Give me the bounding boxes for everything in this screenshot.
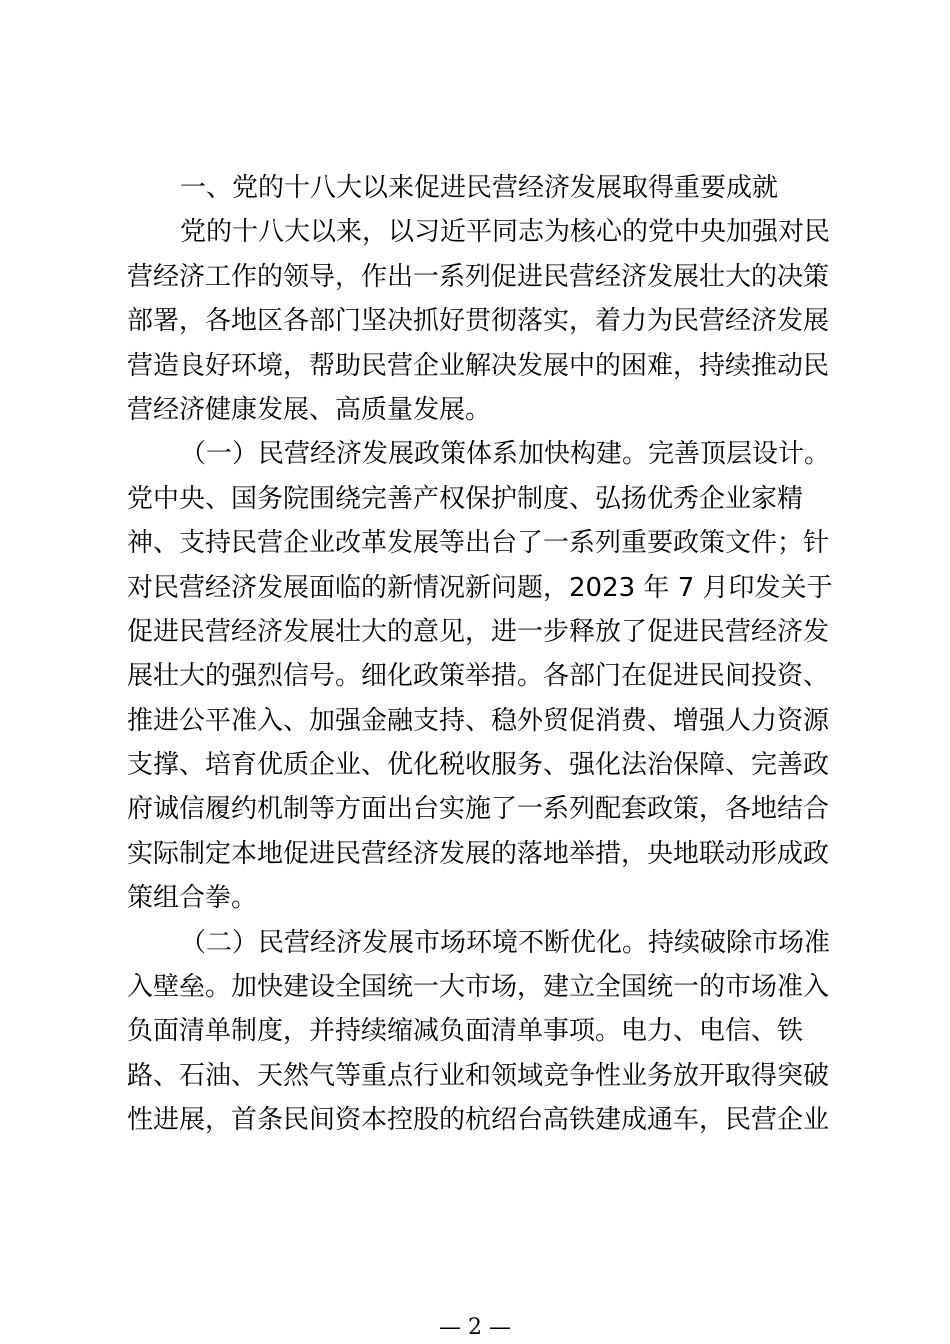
paragraph-line: 营经济健康发展、高质量发展。 (127, 394, 492, 425)
paragraph-line: 支撑、培育优质企业、优化税收服务、强化法治保障、完善政 (127, 750, 830, 781)
section-heading: 一、党的十八大以来促进民营经济发展取得重要成就 (180, 173, 779, 203)
paragraph-line: 府诚信履约机制等方面出台实施了一系列配套政策，各地结合 (127, 794, 830, 825)
paragraph-line: 促进民营经济发展壮大的意见，进一步释放了促进民营经济发 (127, 616, 830, 647)
paragraph-line: 入壁垒。加快建设全国统一大市场，建立全国统一的市场准入 (127, 972, 830, 1003)
paragraph-line: 推进公平准入、加强金融支持、稳外贸促消费、增强人力资源 (127, 705, 830, 736)
paragraph-line: 党中央、国务院围绕完善产权保护制度、弘扬优秀企业家精 (127, 483, 804, 514)
paragraph-1 (127, 210, 831, 432)
document-body (127, 166, 833, 1143)
paragraph-line: 部署，各地区各部门坚决抓好贯彻落实，着力为民营经济发展 (127, 306, 830, 337)
paragraph-line: 党的十八大以来，以习近平同志为核心的党中央加强对民 (180, 217, 831, 248)
paragraph-line: 营造良好环境，帮助民营企业解决发展中的困难，持续推动民 (127, 350, 830, 381)
paragraph-line: 对民营经济发展面临的新情况新问题，2023 年 7 月印发关于 (127, 572, 833, 603)
paragraph-line: 策组合拳。 (127, 883, 258, 914)
paragraph-line: 神、支持民营企业改革发展等出台了一系列重要政策文件；针 (127, 528, 830, 559)
paragraph-line: （一）民营经济发展政策体系加快构建。完善顶层设计。 (180, 439, 831, 470)
paragraph-line: 性进展，首条民间资本控股的杭绍台高铁建成通车，民营企业 (127, 1105, 830, 1136)
paragraph-line: 路、石油、天然气等重点行业和领域竞争性业务放开取得突破 (127, 1060, 830, 1091)
paragraph-2 (127, 432, 833, 920)
paragraph-line: 展壮大的强烈信号。细化政策举措。各部门在促进民间投资、 (127, 661, 830, 692)
paragraph-3 (127, 921, 831, 1143)
paragraph-line: 负面清单制度，并持续缩减负面清单事项。电力、电信、铁 (127, 1016, 804, 1047)
paragraph-line: 营经济工作的领导，作出一系列促进民营经济发展壮大的决策 (127, 261, 830, 292)
page-number: — 2 — (439, 1315, 511, 1340)
paragraph-line: 实际制定本地促进民营经济发展的落地举措，央地联动形成政 (127, 838, 830, 869)
paragraph-line: （二）民营经济发展市场环境不断优化。持续破除市场准 (180, 927, 831, 958)
